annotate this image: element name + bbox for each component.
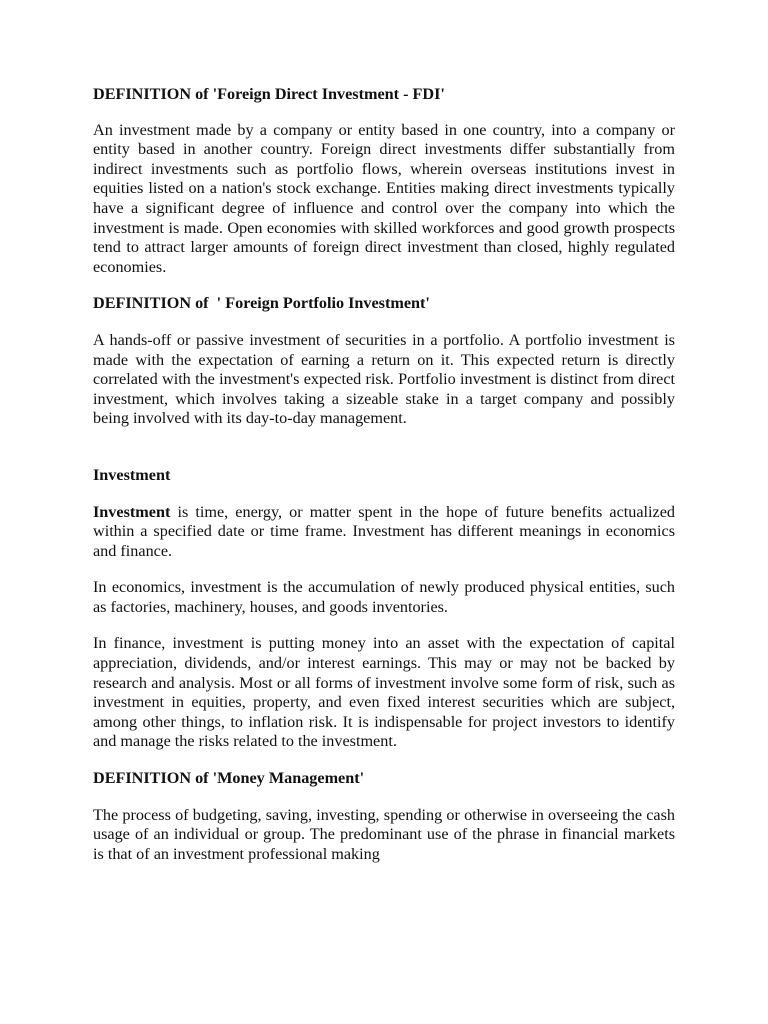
paragraph-economics: In economics, investment is the accumulation of newly produced physical entities, such as factories, machinery, houses, and goods inventories. (93, 578, 675, 616)
heading-fdi: DEFINITION of 'Foreign Direct Investment - FDI' (93, 85, 445, 103)
heading-fpi: DEFINITION of ' Foreign Portfolio Investment' (93, 294, 430, 313)
document-page (93, 85, 675, 864)
heading-investment: Investment (93, 465, 171, 484)
investment-definition: is time, energy, or matter spent in the hope of future benefits actualized within a specified date or time frame. Investment has different meanings in economics and finance. (93, 502, 675, 560)
paragraph-investment (93, 503, 675, 562)
paragraph-finance: In finance, investment is putting money into an asset with the expectation of capital appreciation, dividends, and/or interest earnings. This may or may not be backed by research and analysis. Most or all forms of investment involve some form of risk, such as investment in equities, property, and even fixed interest securities which are subject, among other things, to inflation risk. It is indispensable for project investors to identify and manage the risks related to the investment. (93, 634, 675, 751)
paragraph-fpi: A hands-off or passive investment of securities in a portfolio. A portfolio investment is made with the expectation of earning a return on it. This expected return is directly correlated with the investment's expected risk. Portfolio investment is distinct from direct investment, which involves taking a sizeable stake in a target company and possibly being involved with its day-to-day management. (93, 330, 675, 428)
page-bottom-margin (0, 929, 768, 1024)
investment-term: Investment (93, 502, 171, 521)
paragraph-money-management: The process of budgeting, saving, investing, spending or otherwise in overseeing the cash usage of an individual or group. The predominant use of the phrase in financial markets is that of an investment professional making (93, 805, 675, 863)
paragraph-fdi: An investment made by a company or entity based in one country, into a company or entity based in another country. Foreign direct investments differ substantially from indirect investments such as portfolio flows, wherein overseas institutions invest in equities listed on a nation's stock exchange. Entities making direct investments typically have a significant degree of influence and control over the company into which the investment is made. Open economies with skilled workforces and good growth prospects tend to attract larger amounts of foreign direct investment than closed, highly regulated economies. (93, 120, 675, 276)
heading-money-management: DEFINITION of 'Money Management' (93, 769, 365, 788)
